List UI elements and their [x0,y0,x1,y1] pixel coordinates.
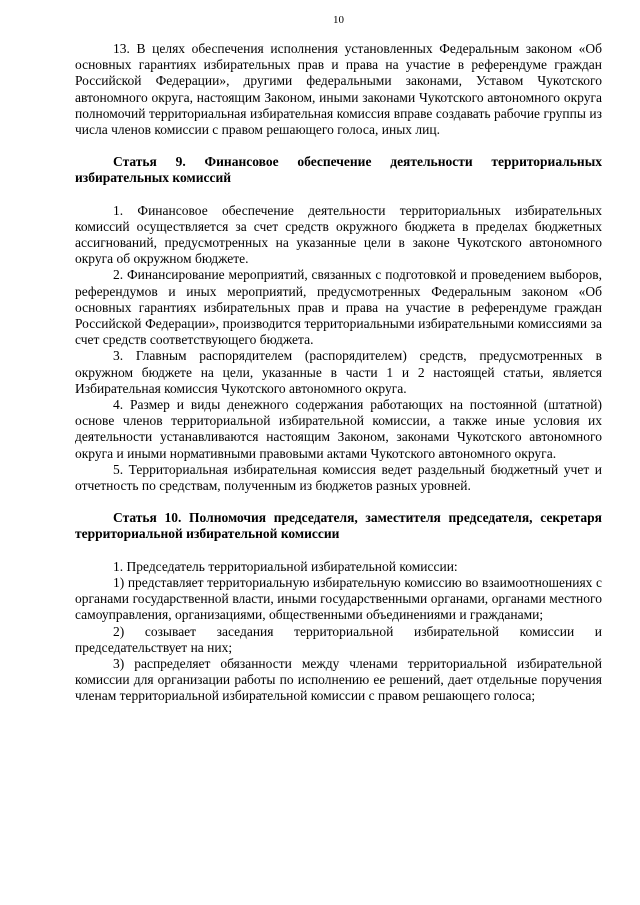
article-9-paragraph-4: 4. Размер и виды денежного содержания работающих на постоянной (штатной) основе членов территориальной избирательной комиссии, а также иные условия их деятельности устанавливаются настоящим Законом, законами Чукотского автономного округа и иными нормативными правовыми актами Чукотского автономного округа. [75,397,602,461]
article-9-body [75,203,602,495]
article-10-paragraph-1: 1. Председатель территориальной избирательной комиссии: [113,558,458,574]
paragraph-13: 13. В целях обеспечения исполнения установленных Федеральным законом «Об основных гарантиях избирательных прав и права на участие в референдуме граждан Российской Федерации», другими федеральными законами, Уставом Чукотского автономного округа, настоящим Законом, иными законами Чукотского автономного округа полномочий территориальная избирательная комиссия вправе создавать рабочие группы из числа членов комиссии с правом решающего голоса, иных лиц. [75,41,602,138]
article-10-item-2: 2) созывает заседания территориальной избирательной комиссии и председательствует на них; [75,623,602,655]
article-10-heading: Статья 10. Полномочия председателя, заместителя председателя, секретаря территориальной избирательной комиссии [75,510,602,542]
article-10-body [75,559,602,705]
article-9-paragraph-5: 5. Территориальная избирательная комиссия ведет раздельный бюджетный учет и отчетность по средствам, полученным из бюджетов разных уровней. [75,461,602,494]
article-9-paragraph-2: 2. Финансирование мероприятий, связанных с подготовкой и проведением выборов, референдумов и иных мероприятий, предусмотренных Федеральным законом «Об основных гарантиях избирательных прав и права на участие в референдуме граждан Российской Федерации», производится территориальными избирательными комиссиями за счет средств соответствующего бюджета. [75,267,602,348]
article-9-paragraph-3: 3. Главным распорядителем (распорядителем) средств, предусмотренных в окружном бюджете на цели, указанные в части 1 и 2 настоящей статьи, является Избирательная комиссия Чукотского автономного округа. [75,348,602,396]
article-9-heading: Статья 9. Финансовое обеспечение деятельности территориальных избирательных комиссий [75,154,602,186]
page-number: 10 [333,14,344,26]
article-9-paragraph-1: 1. Финансовое обеспечение деятельности территориальных избирательных комиссий осуществляется за счет средств окружного бюджета в пределах бюджетных ассигнований, предусмотренных на указанные цели в законе Чукотского автономного округа об окружном бюджете. [75,202,602,267]
article-10-item-1: 1) представляет территориальную избирательную комиссию во взаимоотношениях с органами государственной власти, иными государственными органами, органами местного самоуправления, организациями, общественными объединениями и гражданами; [75,574,602,623]
article-10-item-3: 3) распределяет обязанности между членами территориальной избирательной комиссии для организации работы по исполнению ее решений, дает отдельные поручения членам территориальной избирательной комиссии с правом решающего голоса; [75,655,602,704]
